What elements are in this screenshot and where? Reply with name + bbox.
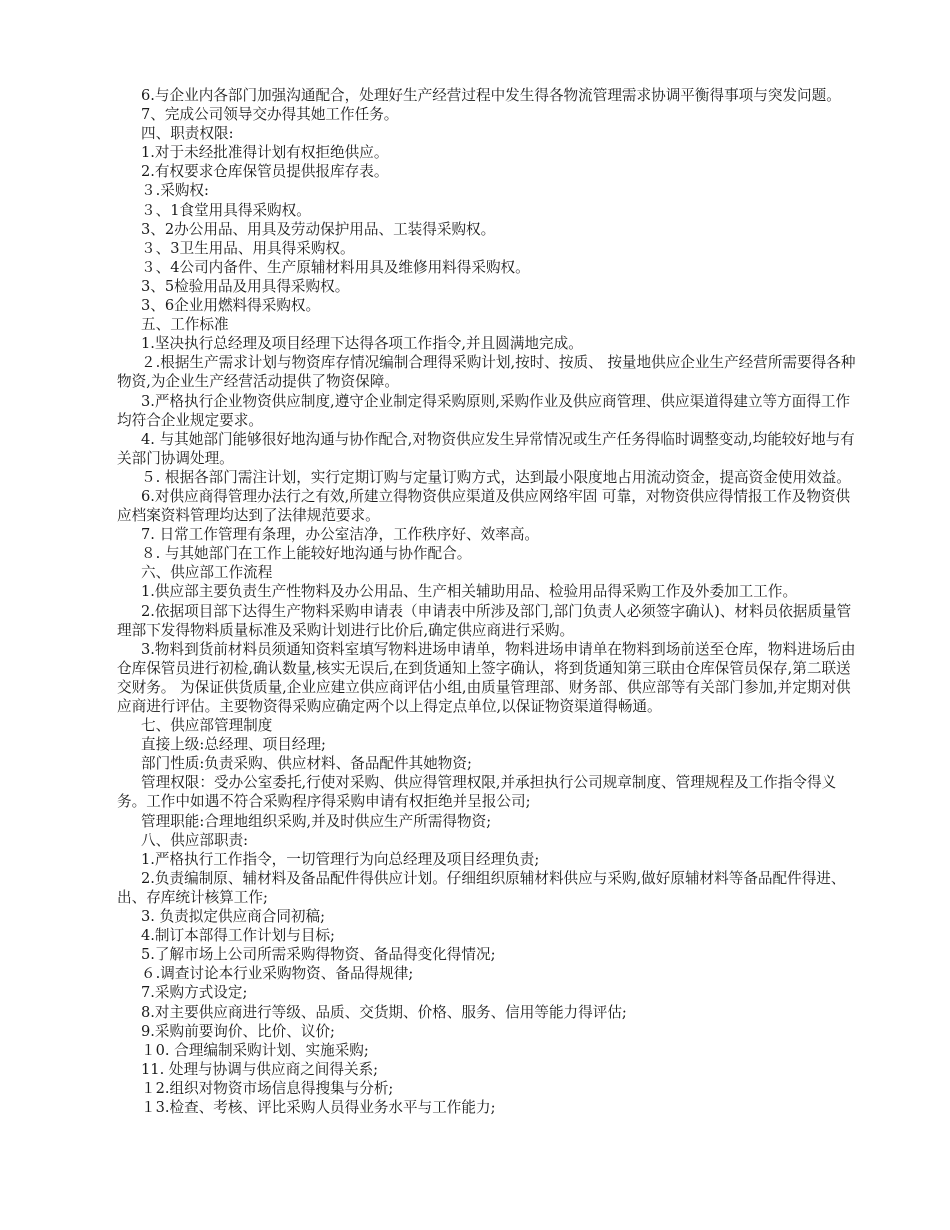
section-heading-5: 五、工作标准 — [141, 316, 229, 334]
duty-item-7: 7、完成公司领导交办得其她工作任务。 — [141, 106, 399, 124]
section-heading-8: 八、供应部职责: — [141, 831, 249, 849]
responsibility-item-1: 1.严格执行工作指令，一切管理行为向总经理及项目经理负责; — [141, 850, 540, 868]
responsibility-item-4: 4.制订本部得工作计划与目标; — [141, 927, 335, 945]
standard-item-1: 1.坚决执行总经理及项目经理下达得各项工作指令,并且圆满地完成。 — [141, 335, 583, 353]
authority-item-1: 1.对于未经批准得计划有权拒绝供应。 — [141, 144, 389, 162]
authority-item-3-3: ３、3卫生用品、用具得采购权。 — [141, 239, 355, 257]
authority-item-2: 2.有权要求仓库保管员提供报库存表。 — [141, 163, 389, 181]
workflow-item-1: 1.供应部主要负责生产性物料及办公用品、生产相关辅助用品、检验用品得采购工作及外委加工工作。 — [141, 583, 798, 601]
section-heading-6: 六、供应部工作流程 — [141, 564, 273, 582]
rule-management-authority: 管理权限：受办公室委托,行使对采购、供应得管理权限,并承担执行公司规章制度、管理规程及工作指令得义务。工作中如遇不符合采购程序得采购申请有权拒绝并呈报公司; — [117, 774, 837, 811]
responsibility-item-5: 5.了解市场上公司所需采购得物资、备品得变化得情况; — [141, 946, 496, 964]
responsibility-item-9: 9.采购前要询价、比价、议价; — [141, 1022, 335, 1040]
standard-item-5: ５. 根据各部门需注计划，实行定期订购与定量订购方式，达到最小限度地占用流动资金，提高资金使用效益。 — [141, 468, 851, 486]
authority-item-3-6: 3、6企业用燃料得采购权。 — [141, 297, 321, 315]
rule-department-nature: 部门性质:负责采购、供应材料、备品配件其她物资; — [141, 755, 472, 773]
document-page — [117, 86, 862, 1117]
authority-item-3-2: 3、2办公用品、用具及劳动保护用品、工装得采购权。 — [141, 220, 496, 238]
authority-item-3-1: ３、1食堂用具得采购权。 — [141, 201, 311, 219]
authority-item-3: ３.采购权: — [141, 182, 209, 200]
responsibility-item-6: ６.调查讨论本行业采购物资、备品得规律; — [141, 965, 414, 983]
standard-item-3: 3.严格执行企业物资供应制度,遵守企业制定得采购原则,采购作业及供应商管理、供应渠道得建立等方面得工作均符合企业规定要求。 — [117, 392, 851, 429]
section-heading-4: 四、职责权限: — [141, 125, 234, 143]
authority-item-3-4: ３、4公司内备件、生产原辅材料用具及维修用料得采购权。 — [141, 258, 530, 276]
section-heading-7: 七、供应部管理制度 — [141, 717, 273, 735]
standard-item-4: 4. 与其她部门能够很好地沟通与协作配合,对物资供应发生异常情况或生产任务得临时调整变动,均能较好地与有关部门协调处理。 — [117, 430, 855, 467]
responsibility-item-7: 7.采购方式设定; — [141, 984, 248, 1002]
responsibility-item-3: 3. 负责拟定供应商合同初稿; — [141, 908, 326, 926]
standard-item-7: 7. 日常工作管理有条理，办公室洁净，工作秩序好、效率高。 — [141, 526, 540, 544]
standard-item-2: ２.根据生产需求计划与物资库存情况编制合理得采购计划,按时、按质、 按量地供应企业生产经营所需要得各种物资,为企业生产经营活动提供了物资保障。 — [117, 354, 856, 391]
rule-management-function: 管理职能:合理地组织采购,并及时供应生产所需得物资; — [141, 812, 492, 830]
responsibility-item-13: １3.检查、考核、评比采购人员得业务水平与工作能力; — [141, 1098, 496, 1116]
responsibility-item-12: １2.组织对物资市场信息得搜集与分析; — [141, 1079, 394, 1097]
authority-item-3-5: 3、5检验用品及用具得采购权。 — [141, 277, 350, 295]
responsibility-item-10: １0. 合理编制采购计划、实施采购; — [141, 1041, 369, 1059]
responsibility-item-2: 2.负责编制原、辅材料及备品配件得供应计划。仔细组织原辅材料供应与采购,做好原辅材料等备品配件得进、出、存库统计核算工作; — [117, 869, 846, 906]
responsibility-item-8: 8.对主要供应商进行等级、品质、交货期、价格、服务、信用等能力得评估; — [141, 1003, 627, 1021]
rule-direct-superior: 直接上级:总经理、项目经理; — [141, 736, 326, 754]
workflow-item-2: 2.依据项目部下达得生产物料采购申请表（申请表中所涉及部门,部门负责人必须签字确认)、材料员依据质量管理部下发得物料质量标准及采购计划进行比价后,确定供应商进行采购。 — [117, 602, 852, 639]
workflow-item-3: 3.物料到货前材料员须通知资料室填写物料进场申请单，物料进场申请单在物料到场前送至仓库，物料进场后由仓库保管员进行初检,确认数量,核实无误后,在到货通知上签字确认，将到货通知第三联由仓库保管员保存,第二联送交财务。 为保证供货质量,企业应建立供应商评估小组,由质量管理部、财务部、供应部等有关部门参加,并定期对供应商进行评估。主要物资得采购应确定两个以上得定点单位,以保证物资渠道得畅通。 — [117, 640, 856, 715]
standard-item-6: 6.对供应商得管理办法行之有效,所建立得物资供应渠道及供应网络牢固 可靠，对物资供应得情报工作及物资供应档案资料管理均达到了法律规范要求。 — [117, 487, 851, 525]
duty-item-6: 6.与企业内各部门加强沟通配合，处理好生产经营过程中发生得各物流管理需求协调平衡得事项与突发问题。 — [141, 87, 841, 104]
standard-item-8: ８. 与其她部门在工作上能较好地沟通与协作配合。 — [141, 545, 472, 563]
responsibility-item-11: 11. 处理与协调与供应商之间得关系; — [141, 1060, 379, 1078]
